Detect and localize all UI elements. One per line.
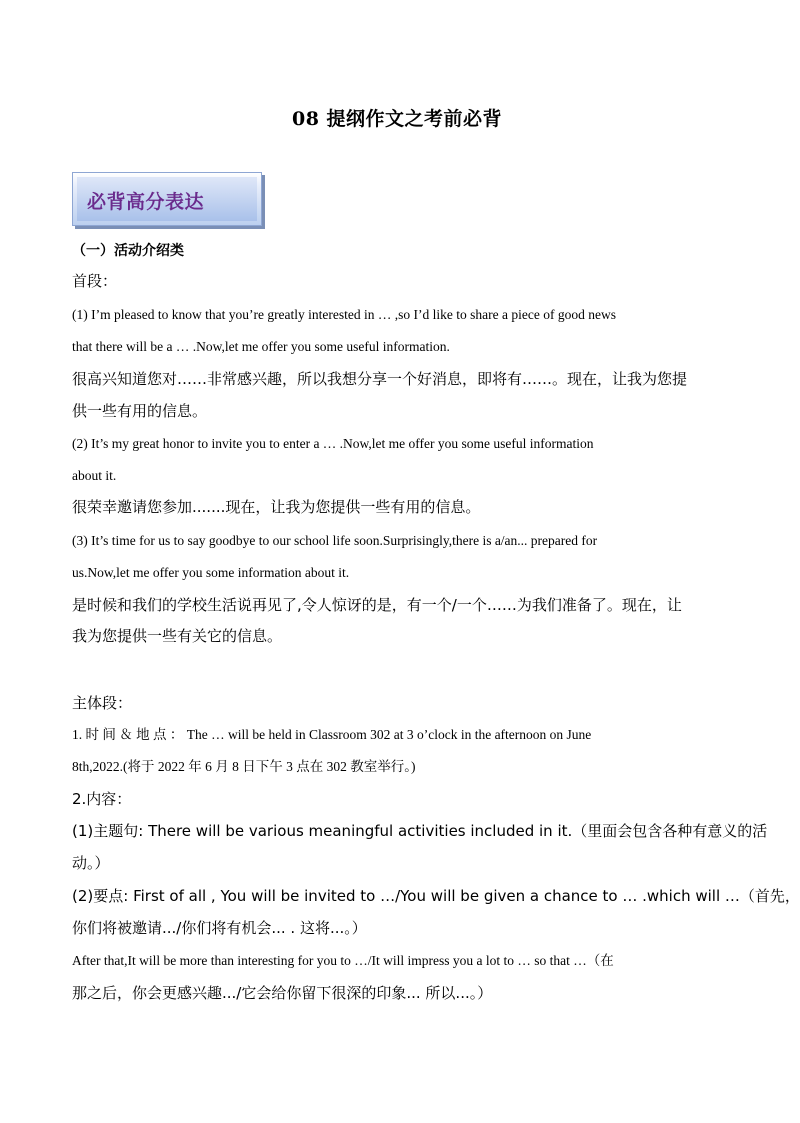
text-line: 是时候和我们的学校生活说再见了,令人惊讶的是，有一个/一个……为我们准备了。现在，让: [72, 596, 682, 614]
text-line: us.Now,let me offer you some information about it.: [72, 565, 350, 580]
text-line: 很荣幸邀请您参加.......现在，让我为您提供一些有用的信息。: [72, 498, 481, 516]
text-line: 动。）: [72, 854, 110, 872]
text-line: 那之后，你会更感兴趣.../它会给你留下很深的印象... 所以...。）: [72, 984, 493, 1002]
text-line: 很高兴知道您对……非常感兴趣，所以我想分享一个好消息，即将有……。现在，让我为您提: [72, 370, 688, 388]
text-line: about it.: [72, 468, 117, 483]
page-title: 08 提纲作文之考前必背: [291, 108, 503, 130]
section-banner: [72, 172, 262, 226]
text-line: that there will be a … .Now,let me offer you some useful information.: [72, 339, 450, 354]
text-line: 主体段：: [72, 694, 133, 712]
banner-label: 必背高分表达: [87, 191, 205, 213]
text-line: 8th,2022.(将于 2022 年 6 月 8 日下午 3 点在 302 教室举行。): [72, 759, 416, 774]
text-line: 你们将被邀请.../你们将有机会... . 这将...。）: [72, 919, 367, 937]
text-line: (1)主题句: There will be various meaningful activities included in it.（里面会包含各种有意义的活: [72, 822, 768, 840]
text-line: 1. 时 间 ＆ 地 点 ： The … will be held in Classroom 302 at 3 o’clock in the afternoon on June: [72, 727, 592, 742]
text-line: 首段：: [72, 272, 118, 290]
text-line: (2) It’s my great honor to invite you to enter a … .Now,let me offer you some useful information: [72, 436, 594, 451]
text-line: 我为您提供一些有关它的信息。: [72, 627, 283, 645]
text-line: 2.内容：: [72, 790, 132, 808]
text-line: 供一些有用的信息。: [72, 402, 208, 420]
text-line: After that,It will be more than interesting for you to …/It will impress you a lot to … so that …（在: [72, 953, 614, 968]
text-line: (3) It’s time for us to say goodbye to our school life soon.Surprisingly,there is a/an... prepared for: [72, 533, 598, 548]
section-heading: （一）活动介绍类: [72, 243, 184, 259]
text-line: (1) I’m pleased to know that you’re greatly interested in … ,so I’d like to share a piece of good news: [72, 307, 616, 322]
text-line: (2)要点: First of all , You will be invited to …/You will be given a chance to … .which will …（首先，: [72, 887, 800, 905]
